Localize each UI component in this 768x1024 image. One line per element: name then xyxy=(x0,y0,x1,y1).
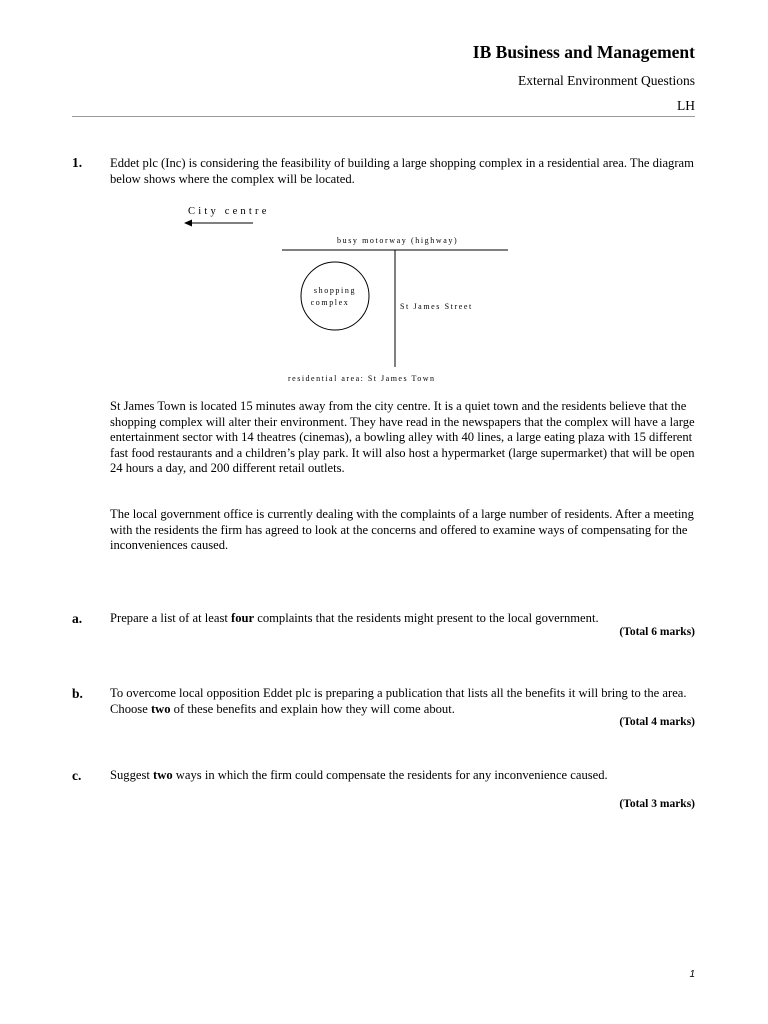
question-intro xyxy=(110,156,695,187)
page-number: 1 xyxy=(689,969,695,980)
part-a-label: a. xyxy=(72,611,83,626)
part-b-label: b. xyxy=(72,686,83,701)
header-divider xyxy=(72,116,695,117)
shopping-complex-circle xyxy=(301,262,369,330)
case-paragraph-1-text: St James Town is located 15 minutes away from the city centre. It is a quiet town and the residents believe that the shopping complex will alter their environment. They have read in the newspapers that the complex will have a large entertainment sector with 14 theatres (cinemas), a bowling alley with 40 lines, a large eating plaza with 15 different fast food restaurants and a children’s play park. It will also host a hypermarket (large supermarket) that will be open 24 hours a day, and 200 different retail outlets. xyxy=(110,399,695,476)
question-number: 1. xyxy=(72,155,83,170)
case-paragraph-2 xyxy=(110,507,695,554)
complex-label-line1: shopping xyxy=(313,286,357,295)
document-title: IB Business and Management xyxy=(472,42,695,62)
part-a-marks: (Total 6 marks) xyxy=(619,626,695,638)
residential-label: residential area: St James Town xyxy=(288,374,436,383)
motorway-label: busy motorway (highway) xyxy=(337,236,459,245)
part-c-question: Suggest two ways in which the firm could compensate the residents for any inconvenience caused. xyxy=(110,768,608,782)
part-c-marks: (Total 3 marks) xyxy=(619,798,695,810)
location-diagram xyxy=(170,195,530,390)
street-label: St James Street xyxy=(400,302,473,311)
document-subtitle: External Environment Questions xyxy=(518,73,695,88)
case-paragraph-2-text: The local government office is currently dealing with the complaints of a large number of residents. After a meeting with the residents the firm has agreed to look at the concerns and offered to examine ways of compensating for the inconveniences caused. xyxy=(110,507,694,553)
author-initials: LH xyxy=(677,98,695,113)
complex-label-line2: complex xyxy=(310,298,350,307)
part-a-question: Prepare a list of at least four complaints that the residents might present to the local government. xyxy=(110,611,599,625)
part-b-marks: (Total 4 marks) xyxy=(619,716,695,728)
arrow-left-icon xyxy=(184,220,192,227)
question-intro-text: Eddet plc (Inc) is considering the feasibility of building a large shopping complex in a residential area. The diagram below shows where the complex will be located. xyxy=(110,156,694,186)
part-c-label: c. xyxy=(72,768,82,783)
case-paragraph-1 xyxy=(110,399,695,477)
part-b-question: To overcome local opposition Eddet plc is preparing a publication that lists all the benefits it will bring to the area. Choose two of these benefits and explain how they will come about. xyxy=(110,686,687,716)
city-centre-label: City centre xyxy=(188,206,270,217)
